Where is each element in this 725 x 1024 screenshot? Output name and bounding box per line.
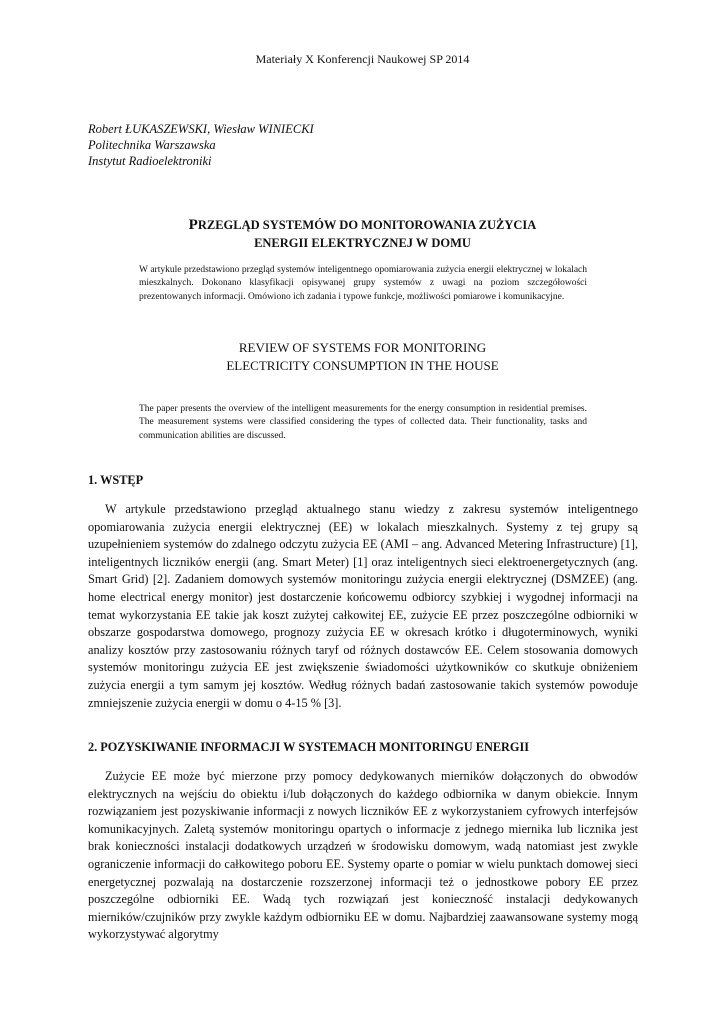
title-en-line1: REVIEW OF SYSTEMS FOR MONITORING (238, 340, 487, 355)
title-en-line2: ELECTRICITY CONSUMPTION IN THE HOUSE (226, 358, 499, 373)
section-2-heading: 2. POZYSKIWANIE INFORMACJI W SYSTEMACH MONITORINGU ENERGII (88, 740, 530, 754)
title-pl-line1 (0, 216, 725, 234)
section-1-paragraph: W artykule przedstawiono przegląd aktualnego stanu wiedzy z zakresu systemów inteligentnego opomiarowania zużycia energii elektrycznej (EE) w lokalach mieszkalnych. Systemy z tej grupy są uzupełnieniem systemów do zdalnego odczytu zużycia EE (AMI – ang. Advanced Metering Infrastructure) [1], inteligentnych liczników energii (ang. Smart Meter) [1] oraz inteligentnych sieci elektroenergetycznych (ang. Smart Grid) [2]. Zadaniem domowych systemów monitoringu zużycia energii elektrycznej (DSMZEE) (ang. home electrical energy monitor) jest dostarczenie końcowemu odbiorcy szybkiej i wygodnej informacji na temat wykorzystania EE takie jak koszt zużytej całkowitej EE, zużycie EE przez poszczególne odbiorniki w obszarze gospodarstwa domowego, prognozy zużycia EE w okresach krótko i długoterminowych, wyniki analizy kosztów przy zastosowaniu różnych taryf od różnych dostawców EE. Celem stosowania domowych systemów monitoringu zużycia EE jest zwiększenie świadomości użytkowników co skutkuje obniżeniem zużycia energii a tym samym jej kosztów. Według różnych badań zastosowanie takich systemów powoduje zmniejszenie zużycia energii w domu o 4-15 % [3]. (88, 502, 638, 710)
paper-title-polish (0, 216, 725, 252)
section-2-paragraph: Zużycie EE może być mierzone przy pomocy dedykowanych mierników dołączonych do obwodów elektrycznych na wejściu do obiektu i/lub dołączonych do każdego odbiornika w danym obiekcie. Innym rozwiązaniem jest pozyskiwanie informacji z nowych liczników EE z wykorzystaniem cyfrowych interfejsów komunikacyjnych. Zaletą systemów monitoringu opartych o informacje z jednego miernika lub licznika jest brak konieczności instalacji dodatkowych urządzeń w środowisku domowym, wadą natomiast jest zwykle ograniczenie informacji do całkowitego poboru EE. Systemy oparte o pomiar w wielu punktach domowej sieci energetycznej pozwalają na dostarczenie rozszerzonej informacji też o jednostkowe pobory EE przez poszczególne odbiorniki EE. Wadą tych rozwiązań jest konieczność instalacji dedykowanych mierników/czujników przy zwykle każdym odbiorniku EE w domu. Najbardziej zaawansowane systemy mogą wykorzystywać algorytmy (88, 769, 638, 942)
section-1-body (88, 501, 638, 712)
section-1-heading: 1. WSTĘP (88, 473, 144, 487)
author-block (88, 121, 314, 169)
abstract-english: The paper presents the overview of the intelligent measurements for the energy consumption in residential premises. The measurement systems were classified considering the types of collected data. Their functionality, tasks and communication abilities are discussed. (139, 404, 587, 441)
paper-title-english (0, 339, 725, 375)
abstract-polish: W artykule przedstawiono przegląd systemów inteligentnego opomiarowania zużycia energii elektrycznej w lokalach mieszkalnych. Dokonano klasyfikacji opisywanej grupy systemów z uwagi na poziom szczegółowości prezentowanych informacji. Omówiono ich zadania i typowe funkcje, możliwości pomiarowe i komunikacyjne. (139, 265, 587, 302)
author-institute: Instytut Radioelektroniki (88, 154, 212, 168)
title-pl-initial: P (188, 217, 198, 233)
section-2-body (88, 768, 638, 944)
author-university: Politechnika Warszawska (88, 138, 216, 152)
title-pl-line2: ENERGII ELEKTRYCZNEJ W DOMU (254, 236, 471, 250)
title-pl-line1-rest: RZEGLĄD SYSTEMÓW DO MONITOROWANIA ZUŻYCIA (197, 218, 537, 232)
author-names: Robert ŁUKASZEWSKI, Wiesław WINIECKI (88, 122, 314, 136)
running-header: Materiały X Konferencji Naukowej SP 2014 (255, 52, 470, 66)
